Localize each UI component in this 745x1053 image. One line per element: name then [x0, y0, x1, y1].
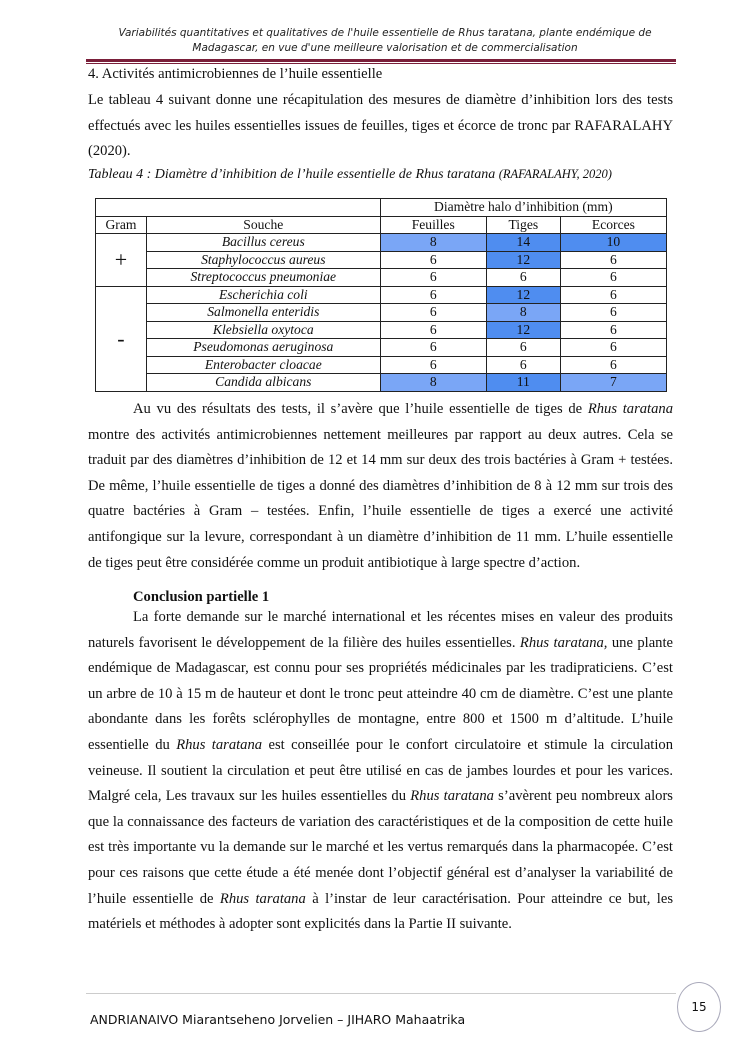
species-name: Rhus taratana: [176, 736, 263, 753]
value-cell: 6: [486, 269, 560, 287]
column-header-row: [96, 216, 667, 234]
value-cell: 14: [486, 234, 560, 252]
value-cell: 6: [380, 339, 486, 357]
value-cell: 8: [486, 304, 560, 322]
section-title: 4. Activités antimicrobiennes de l’huile essentielle: [88, 66, 383, 82]
table-header-row: [96, 199, 667, 217]
text-segment: Au vu des résultats des tests, il s’avère que l’huile essentielle de tiges de: [133, 401, 588, 417]
table-row: [96, 339, 667, 357]
strain-cell: Escherichia coli: [146, 286, 380, 304]
strain-cell: Staphylococcus aureus: [146, 251, 380, 269]
table-row: [96, 286, 667, 304]
text-segment: est conseillée pour le confort circulatoire et stimule la circulation veineuse. Il soutient la circulation et peut être utilisé en cas de jambes lourdes et pour les varices. Malgré cela, Les travaux sur les huiles essentielles du: [88, 736, 674, 805]
value-cell: 6: [486, 339, 560, 357]
header-rule: [86, 59, 676, 62]
table-row: [96, 374, 667, 392]
value-cell: 12: [486, 286, 560, 304]
table-row: [96, 234, 667, 252]
column-header: Tiges: [486, 216, 560, 234]
value-cell: 6: [380, 321, 486, 339]
conclusion-paragraph: [88, 605, 673, 938]
text-segment: La forte demande sur le marché international et les récentes mises en valeur des produits naturels favorisent le développement de la filière des huiles essentielles.: [88, 609, 673, 651]
value-cell: 11: [486, 374, 560, 392]
value-cell: 6: [560, 356, 666, 374]
value-cell: 8: [380, 374, 486, 392]
text-segment: une plante endémique de Madagascar, est connu pour ses propriétés médicinales par les tradipraticiens. C’est un arbre de 10 à 15 m de hauteur et dont le tronc peut atteindre 40 cm de diamètre. C’est une plante abondante dans les forêts sclérophylles de montagne, entre 800 et 1500 m d’altitude. L’huile essentielle du: [88, 634, 674, 753]
value-cell: 6: [380, 356, 486, 374]
caption-text: Tableau 4 : Diamètre d’inhibition de l’huile essentielle de Rhus taratana: [88, 167, 499, 182]
value-cell: 6: [560, 304, 666, 322]
strain-cell: Bacillus cereus: [146, 234, 380, 252]
gram-cell: +: [96, 234, 147, 287]
strain-cell: Salmonella enteridis: [146, 304, 380, 322]
footer-authors: ANDRIANAIVO Miarantseheno Jorvelien – JIHARO Mahaatrika: [90, 1012, 466, 1027]
caption-source: (RAFARALAHY, 2020): [498, 167, 612, 181]
table-caption: [88, 167, 673, 183]
text-segment: montre des activités antimicrobiennes nettement meilleures par rapport au deux autres. Cela se traduit par des diamètres d’inhibition de 12 et 14 mm sur deux des trois bactéries à Gram + testées. De même, l’huile essentielle de tiges a donné des diamètres d’inhibition de 8 à 12 mm sur trois des quatre bactéries à Gram – testées. Enfin, l’huile essentielle de tiges a exercé une activité antifongique sur la levure, correspondant à un diamètre d’inhibition de 11 mm. L’huile essentielle de tiges peut être considérée comme un produit antibiotique à large spectre d’action.: [88, 426, 673, 571]
table-row: [96, 251, 667, 269]
strain-cell: Pseudomonas aeruginosa: [146, 339, 380, 357]
strain-cell: Enterobacter cloacae: [146, 356, 380, 374]
header-line-1: Variabilités quantitatives et qualitatives de l'huile essentielle de Rhus taratana, plante endémique de: [118, 27, 652, 39]
gram-cell: -: [96, 286, 147, 391]
text-segment: à l’instar de leur caractérisation. Pour atteindre ce but, les matériels et méthodes à adopter sont explicités dans la Partie II suivante.: [88, 890, 673, 933]
column-header: Feuilles: [380, 216, 486, 234]
running-header: [90, 26, 680, 56]
value-cell: 7: [560, 374, 666, 392]
column-header: Souche: [146, 216, 380, 234]
value-cell: 6: [560, 251, 666, 269]
value-cell: 12: [486, 251, 560, 269]
value-cell: 6: [380, 286, 486, 304]
page-number: 15: [677, 982, 721, 1032]
column-header: Gram: [96, 216, 147, 234]
table-row: [96, 356, 667, 374]
group-header: Diamètre halo d’inhibition (mm): [380, 199, 666, 217]
empty-cell: [96, 199, 381, 217]
table-row: [96, 304, 667, 322]
value-cell: 10: [560, 234, 666, 252]
results-paragraph: [88, 397, 673, 576]
conclusion-title: Conclusion partielle 1: [133, 589, 270, 605]
inhibition-table: [95, 198, 667, 392]
value-cell: 6: [560, 269, 666, 287]
strain-cell: Candida albicans: [146, 374, 380, 392]
strain-cell: Klebsiella oxytoca: [146, 321, 380, 339]
table-row: [96, 269, 667, 287]
species-name: Rhus taratana,: [519, 634, 608, 651]
value-cell: 12: [486, 321, 560, 339]
value-cell: 8: [380, 234, 486, 252]
species-name: Rhus taratana: [410, 788, 494, 805]
value-cell: 6: [380, 251, 486, 269]
table-row: [96, 321, 667, 339]
strain-cell: Streptococcus pneumoniae: [146, 269, 380, 287]
value-cell: 6: [560, 321, 666, 339]
value-cell: 6: [560, 286, 666, 304]
value-cell: 6: [486, 356, 560, 374]
text-segment: s’avèrent peu nombreux alors que la connaissance des facteurs de variation des caractéristiques et de la composition de cette huile est très importante vu la demande sur le marché et les vertus remarqués dans la pharmacopée. C’est pour ces raisons que cette étude a été menée dont l’objectif général est d’analyser la variabilité de l’huile essentielle de: [88, 788, 673, 907]
intro-paragraph: Le tableau 4 suivant donne une récapitulation des mesures de diamètre d’inhibition lors des tests effectués avec les huiles essentielles issues de feuilles, tiges et écorce de tronc par RAFARALAHY (2020).: [88, 92, 673, 160]
value-cell: 6: [380, 304, 486, 322]
header-line-2: Madagascar, en vue d'une meilleure valorisation et de commercialisation: [192, 42, 578, 54]
species-name: Rhus taratana: [587, 401, 673, 417]
footer-rule: [86, 993, 676, 994]
species-name: Rhus taratana: [219, 890, 306, 907]
column-header: Ecorces: [560, 216, 666, 234]
value-cell: 6: [560, 339, 666, 357]
value-cell: 6: [380, 269, 486, 287]
